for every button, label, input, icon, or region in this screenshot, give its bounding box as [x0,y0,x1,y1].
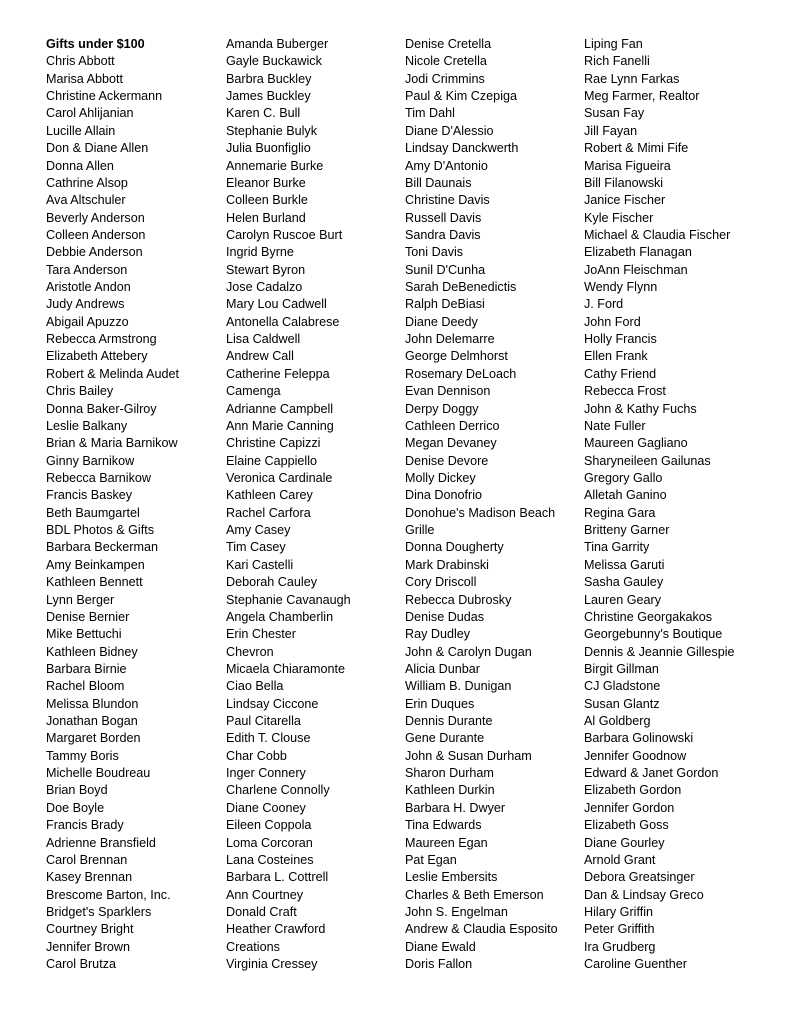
donor-name: Charlene Connolly [226,783,330,798]
donor-name: Arnold Grant [584,852,656,867]
donor-name: Ava Altschuler [46,193,126,208]
donor-name: Ann Courtney [226,887,304,902]
donor-name: Christine Georgakakos [584,609,713,624]
donor-name: Leslie Balkany [46,418,128,433]
donor-name: Veronica Cardinale [226,470,333,485]
donor-column-4 [584,36,735,973]
donor-name: Diane D'Alessio [405,123,494,138]
donor-name: Jennifer Goodnow [584,748,687,763]
donor-name: Tina Garrity [584,540,650,555]
donor-name: Nicole Cretella [405,54,487,69]
donor-name: Elizabeth Gordon [584,783,682,798]
donor-name: Britteny Garner [584,523,670,538]
donor-name: Meg Farmer, Realtor [584,89,700,104]
donor-name: John & Susan Durham [405,748,532,763]
donor-name: Carol Ahlijanian [46,106,134,121]
donor-name: Paul Citarella [226,714,301,729]
donor-name: Sunil D'Cunha [405,262,486,277]
donor-name: Francis Brady [46,818,124,833]
donor-name: Jose Cadalzo [226,280,303,295]
donor-name: Amy Beinkampen [46,557,145,572]
donor-name: Adrianne Campbell [226,401,334,416]
donor-name: Ira Grudberg [584,939,656,954]
donor-name: Maureen Egan [405,835,488,850]
donor-name: Kari Castelli [226,557,294,572]
donor-name: Donna Allen [46,158,114,173]
donor-name: Leslie Embersits [405,870,498,885]
donor-name: Denise Devore [405,453,489,468]
donor-name: Barbra Buckley [226,71,312,86]
donor-name: Charles & Beth Emerson [405,887,544,902]
donor-name: JoAnn Fleischman [584,262,688,277]
donor-name: Jodi Crimmins [405,71,485,86]
donor-name: Ray Dudley [405,627,471,642]
donor-name: Tammy Boris [46,748,119,763]
donor-name: Tim Dahl [405,106,455,121]
donor-name: Creations [226,939,280,954]
donor-name: Ralph DeBiasi [405,297,485,312]
donor-name: Ellen Frank [584,349,648,364]
donor-name: Brian Boyd [46,783,108,798]
donor-name: J. Ford [584,297,624,312]
donor-name: Elaine Cappiello [226,453,318,468]
donor-name: Tara Anderson [46,262,128,277]
donor-name: Michael & Claudia Fischer [584,227,731,242]
donor-name: Sandra Davis [405,227,481,242]
donor-name: Kathleen Durkin [405,783,495,798]
donor-name: Mike Bettuchi [46,627,122,642]
donor-name: Christine Capizzi [226,436,321,451]
donor-name: Char Cobb [226,748,287,763]
donor-name: Stephanie Bulyk [226,123,318,138]
donor-name: Edith T. Clouse [226,731,311,746]
donor-name: Micaela Chiaramonte [226,661,345,676]
donor-name: Abigail Apuzzo [46,314,129,329]
donor-name: Wendy Flynn [584,280,658,295]
donor-column-1 [46,36,179,973]
donor-name: Donna Baker-Gilroy [46,401,157,416]
donor-name: Sharyneileen Gailunas [584,453,711,468]
donor-name: Marisa Figueira [584,158,671,173]
donor-name: Eileen Coppola [226,818,312,833]
donor-name: Cory Driscoll [405,575,477,590]
donor-name: Toni Davis [405,245,464,260]
donor-name: George Delmhorst [405,349,508,364]
donor-name: Barbara Golinowski [584,731,694,746]
donor-name: Deborah Cauley [226,575,318,590]
donor-name: Mary Lou Cadwell [226,297,327,312]
donor-name: Liping Fan [584,37,643,51]
donor-name: Cathy Friend [584,366,657,381]
donor-column-2 [226,36,351,973]
donor-name: Catherine Feleppa [226,366,330,381]
donor-name: Colleen Anderson [46,227,146,242]
donor-name: Sasha Gauley [584,575,664,590]
donor-name: Diane Cooney [226,800,306,815]
donor-name: Erin Chester [226,627,296,642]
donor-name: Debora Greatsinger [584,870,695,885]
donor-name: Eleanor Burke [226,175,306,190]
donor-name: Virginia Cressey [226,957,318,972]
donor-name: Lynn Berger [46,592,115,607]
donor-name: Stephanie Cavanaugh [226,592,351,607]
donor-name: Carolyn Ruscoe Burt [226,227,343,242]
donor-name: Birgit Gillman [584,661,659,676]
donor-name: Megan Devaney [405,436,497,451]
donor-name: Francis Baskey [46,488,133,503]
donor-name: Janice Fischer [584,193,666,208]
donor-name: Rebecca Armstrong [46,332,157,347]
donor-name: Jill Fayan [584,123,638,138]
donor-name: Beth Baumgartel [46,505,140,520]
donor-name: Molly Dickey [405,470,476,485]
donor-name: Carol Brennan [46,852,128,867]
donor-name: CJ Gladstone [584,679,661,694]
donor-name: Kathleen Bidney [46,644,138,659]
section-heading: Gifts under $100 [46,37,145,51]
donor-name: Ann Marie Canning [226,418,334,433]
donor-name: Cathrine Alsop [46,175,128,190]
donor-name: Gene Durante [405,731,485,746]
donor-name: William B. Dunigan [405,679,512,694]
donor-name: Maureen Gagliano [584,436,688,451]
donor-name: Barbara Birnie [46,661,127,676]
donor-name: Paul & Kim Czepiga [405,89,517,104]
donor-name: Julia Buonfiglio [226,141,311,156]
donor-name: Rebecca Barnikow [46,470,151,485]
donor-name: Melissa Garuti [584,557,665,572]
donor-name: Andrew Call [226,349,294,364]
donor-name: Donna Dougherty [405,540,504,555]
donor-name: Antonella Calabrese [226,314,340,329]
donor-name: Peter Griffith [584,922,655,937]
donor-name: Andrew & Claudia Esposito [405,922,558,937]
donor-name: Lindsay Ciccone [226,696,319,711]
donor-list-page [0,36,791,986]
donor-name: Jonathan Bogan [46,714,138,729]
donor-name: Tina Edwards [405,818,482,833]
donor-name: Robert & Melinda Audet [46,366,180,381]
donor-name: Amanda Buberger [226,37,329,51]
donor-name: Caroline Guenther [584,957,687,972]
donor-name: Loma Corcoran [226,835,313,850]
donor-name: Lisa Caldwell [226,332,301,347]
donor-name: Alicia Dunbar [405,661,480,676]
donor-name: Beverly Anderson [46,210,145,225]
donor-name: Lauren Geary [584,592,662,607]
donor-name: John Ford [584,314,641,329]
donor-name: Pat Egan [405,852,457,867]
donor-name: Camenga [226,384,281,399]
donor-name: Susan Fay [584,106,645,121]
donor-name: Hilary Griffin [584,904,654,919]
donor-name: Robert & Mimi Fife [584,141,689,156]
donor-name: Derpy Doggy [405,401,479,416]
donor-name: Marisa Abbott [46,71,124,86]
donor-name: Kathleen Bennett [46,575,143,590]
donor-name: Chevron [226,644,274,659]
donor-name: Diane Gourley [584,835,665,850]
donor-name: Annemarie Burke [226,158,324,173]
donor-name: James Buckley [226,89,311,104]
donor-name: Bill Daunais [405,175,472,190]
donor-name: Rae Lynn Farkas [584,71,680,86]
donor-name: John & Carolyn Dugan [405,644,532,659]
donor-name: Bill Filanowski [584,175,664,190]
donor-name: Carol Brutza [46,957,116,972]
donor-name: Tim Casey [226,540,286,555]
donor-name: Elizabeth Goss [584,818,669,833]
donor-name: Ingrid Byrne [226,245,294,260]
donor-name: Lindsay Danckwerth [405,141,519,156]
donor-name: Barbara Beckerman [46,540,158,555]
donor-column-3 [405,36,558,973]
donor-name: Brescome Barton, Inc. [46,887,171,902]
donor-name: Christine Ackermann [46,89,163,104]
donor-name: Judy Andrews [46,297,125,312]
donor-name: Susan Glantz [584,696,660,711]
donor-name: Elizabeth Flanagan [584,245,692,260]
donor-name: Christine Davis [405,193,490,208]
donor-name: Denise Bernier [46,609,130,624]
donor-name: Dina Donofrio [405,488,483,503]
donor-name: Adrienne Bransfield [46,835,156,850]
donor-name: Jennifer Brown [46,939,130,954]
donor-name: Diane Deedy [405,314,478,329]
donor-name: Courtney Bright [46,922,134,937]
donor-name: Holly Francis [584,332,657,347]
donor-name: Donald Craft [226,904,297,919]
donor-name: Georgebunny's Boutique [584,627,723,642]
donor-name: Colleen Burkle [226,193,308,208]
donor-name: Lana Costeines [226,852,314,867]
donor-name: Ciao Bella [226,679,284,694]
donor-name: Denise Cretella [405,37,492,51]
donor-name: Diane Ewald [405,939,476,954]
donor-name: Bridget's Sparklers [46,904,152,919]
donor-name: Dennis Durante [405,714,493,729]
donor-name: Jennifer Gordon [584,800,675,815]
donor-name: Grille [405,523,435,538]
donor-name: Aristotle Andon [46,280,131,295]
donor-name: Sarah DeBenedictis [405,280,517,295]
donor-name: Helen Burland [226,210,306,225]
donor-name: Lucille Allain [46,123,116,138]
donor-name: Kyle Fischer [584,210,654,225]
donor-name: Gregory Gallo [584,470,663,485]
donor-name: Doe Boyle [46,800,105,815]
donor-name: Al Goldberg [584,714,651,729]
donor-name: Russell Davis [405,210,482,225]
donor-name: Nate Fuller [584,418,646,433]
donor-name: Barbara L. Cottrell [226,870,329,885]
donor-name: Michelle Boudreau [46,766,151,781]
donor-name: Don & Diane Allen [46,141,149,156]
donor-name: Dan & Lindsay Greco [584,887,704,902]
donor-name: Debbie Anderson [46,245,143,260]
donor-name: Mark Drabinski [405,557,489,572]
donor-name: Heather Crawford [226,922,326,937]
donor-name: Chris Bailey [46,384,114,399]
donor-name: Donohue's Madison Beach [405,505,556,520]
donor-name: Brian & Maria Barnikow [46,436,178,451]
donor-name: Sharon Durham [405,766,494,781]
donor-name: Barbara H. Dwyer [405,800,506,815]
donor-name: Inger Connery [226,766,306,781]
donor-name: Evan Dennison [405,384,491,399]
donor-name: BDL Photos & Gifts [46,523,155,538]
donor-name: Cathleen Derrico [405,418,500,433]
donor-name: Kathleen Carey [226,488,313,503]
donor-name: Margaret Borden [46,731,141,746]
donor-name: Rosemary DeLoach [405,366,517,381]
donor-name: Angela Chamberlin [226,609,334,624]
donor-name: Amy D'Antonio [405,158,488,173]
donor-name: Erin Duques [405,696,475,711]
donor-name: Rich Fanelli [584,54,650,69]
donor-name: Melissa Blundon [46,696,139,711]
donor-name: Gayle Buckawick [226,54,322,69]
donor-name: Alletah Ganino [584,488,667,503]
donor-name: Rachel Carfora [226,505,311,520]
donor-name: Amy Casey [226,523,291,538]
donor-name: Kasey Brennan [46,870,133,885]
donor-name: Elizabeth Attebery [46,349,148,364]
donor-name: Rebecca Dubrosky [405,592,512,607]
donor-name: Dennis & Jeannie Gillespie [584,644,735,659]
donor-name: Chris Abbott [46,54,115,69]
donor-name: John Delemarre [405,332,495,347]
donor-name: Regina Gara [584,505,656,520]
donor-name: Rachel Bloom [46,679,125,694]
donor-name: John S. Engelman [405,904,508,919]
donor-name: Karen C. Bull [226,106,301,121]
donor-name: John & Kathy Fuchs [584,401,697,416]
donor-name: Denise Dudas [405,609,485,624]
donor-name: Doris Fallon [405,957,473,972]
donor-name: Ginny Barnikow [46,453,135,468]
donor-name: Edward & Janet Gordon [584,766,719,781]
donor-name: Stewart Byron [226,262,306,277]
donor-name: Rebecca Frost [584,384,666,399]
